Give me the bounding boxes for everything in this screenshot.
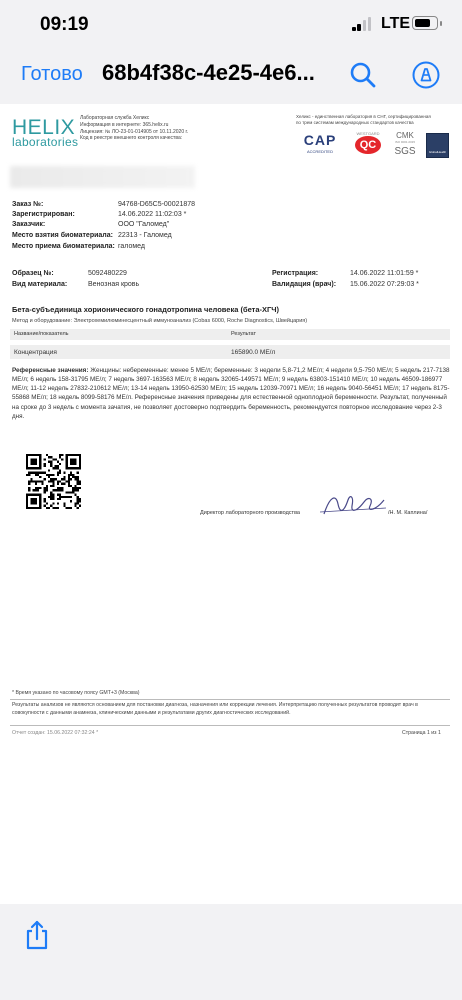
registration-value: 14.06.2022 11:01:59 * — [350, 270, 419, 277]
signal-bar — [368, 17, 372, 31]
material-label: Вид материала: — [12, 281, 68, 288]
page-number: Страница 1 из 1 — [402, 730, 441, 736]
test-method: Метод и оборудование: Электрохемилюминесцентный иммуноанализ (Cobas 6000, Roche Diagnostics, Швейцария) — [12, 318, 308, 324]
sampling-place-value: 22313 - Галомед — [118, 232, 172, 239]
reception-place-value: галомед — [118, 243, 145, 250]
battery-icon — [412, 16, 438, 30]
redacted-area — [10, 166, 195, 188]
westgard-qc-logo: WESTGARD QC — [352, 131, 384, 159]
cap-accredited-logo: CAP ACCREDITED — [303, 132, 337, 155]
divider — [10, 725, 450, 726]
signal-bar — [357, 24, 361, 31]
director-label: Директор лабораторного производства — [200, 510, 300, 516]
markup-button[interactable] — [411, 60, 441, 90]
share-icon — [24, 920, 50, 950]
signal-bar — [352, 27, 356, 31]
reception-place-label: Место приема биоматериала: — [12, 243, 115, 250]
status-time: 09:19 — [40, 14, 89, 35]
director-name: /Н. М. Каплина/ — [388, 510, 428, 516]
search-button[interactable] — [348, 60, 378, 90]
results-table-header — [10, 329, 450, 340]
search-icon — [348, 60, 378, 90]
cmk-sgs-logo: CMK ISO 9001:2015 SGS — [394, 131, 416, 158]
signal-bar — [363, 20, 367, 31]
divider — [10, 699, 450, 700]
result-name: Концентрация — [14, 349, 57, 356]
helix-logo-text: HELIX — [12, 116, 76, 139]
global-health-logo: GlobalHealth — [426, 133, 449, 158]
done-button[interactable]: Готово — [21, 63, 83, 85]
navigation-bar — [0, 48, 462, 104]
sampling-place-label: Место взятия биоматериала: — [12, 232, 113, 239]
disclaimer: Результаты анализов не являются основанием для постановки диагноза, назначения или коррекции лечения. Интерпретацию полученных результатов проводит врач в совокупности с данными анамнеза, клиническими данными и результатами других диагностических исследований. — [12, 702, 418, 716]
sample-value: 5092480229 — [88, 270, 127, 277]
registered-value: 14.06.2022 11:02:03 * — [118, 211, 187, 218]
sample-label: Образец №: — [12, 270, 54, 277]
reference-values: Референсные значения: Женщины: небеременные: менее 5 МЕ/л; беременные: 3 недели 5,8-71,2 МЕ/л; 4 недели 9,5-750 МЕ/л; 5 недель 217-7138 МЕ/л; 6 недель 158-31795 МЕ/л; 7 недель 3697-163563 МЕ/л; 8 недель 32065-149571 МЕ/л; 9 недель 63803-151410 МЕ/л; 10 недель 46509-186977 МЕ/л; 11-12 недель 27832-210612 МЕ/л; 13-14 недель 13950-62530 МЕ/л; 15 недель 12039-70971 МЕ/л; 16 недель 9040-56451 МЕ/л; 17 недель 8175-55868 МЕ/л; 18 недель 8099-58176 МЕ/л. Референсные значения приведены для естественной одноплодной беременности. Результат, полученный на сроке до 3 недель с момента зачатия, не позволяет достоверно подтвердить беременность, рекомендуется повторное исследование через 2-3 дня. — [12, 367, 450, 420]
test-title: Бета-субъединица хорионического гонадотропина человека (бета-ХГЧ) — [12, 305, 280, 314]
validation-value: 15.06.2022 07:29:03 * — [350, 281, 419, 288]
qr-code — [26, 454, 81, 509]
order-value: 94768-D65C5-00021878 — [118, 201, 196, 208]
lab-info: Лабораторная служба Хеликс Информация в интернете: 365.helix.ru Лицензия: № ЛО-23-01-014905 от 10.11.2020 г. Код в реестре внешнего контроля качества: — [80, 115, 189, 142]
table-row — [10, 345, 450, 359]
network-type: LTE — [381, 15, 411, 32]
registered-label: Зарегистрирован: — [12, 211, 75, 218]
registration-label: Регистрация: — [272, 270, 319, 277]
helix-logo-subtext: laboratories — [12, 135, 79, 149]
bottom-toolbar — [0, 904, 462, 1000]
customer-value: ООО "Галомед" — [118, 221, 170, 228]
customer-label: Заказчик: — [12, 221, 46, 228]
report-created: Отчет создан: 15.06.2022 07:32:24 * — [12, 730, 99, 736]
validation-label: Валидация (врач): — [272, 281, 337, 288]
material-value: Венозная кровь — [88, 281, 140, 288]
status-bar — [0, 0, 462, 48]
result-value: 165890.0 МЕ/л — [231, 349, 276, 356]
document-title: 68b4f38c-4e25-4e6... — [102, 60, 315, 85]
certification-text: Хеликс - единственная лаборатория в СНГ, сертифицированная по трем системам международных стандартов качества — [296, 114, 431, 126]
order-label: Заказ №: — [12, 201, 44, 208]
markup-pen-icon — [411, 60, 441, 90]
share-button[interactable] — [24, 920, 50, 950]
column-name-header: Название/показатель — [14, 331, 69, 337]
timezone-note: * Время указано по часовому поясу GMT+3 (Москва) — [12, 690, 140, 696]
document-page — [0, 104, 462, 904]
column-result-header: Результат — [231, 331, 257, 337]
director-signature — [318, 492, 388, 520]
signal-icon — [352, 17, 372, 31]
